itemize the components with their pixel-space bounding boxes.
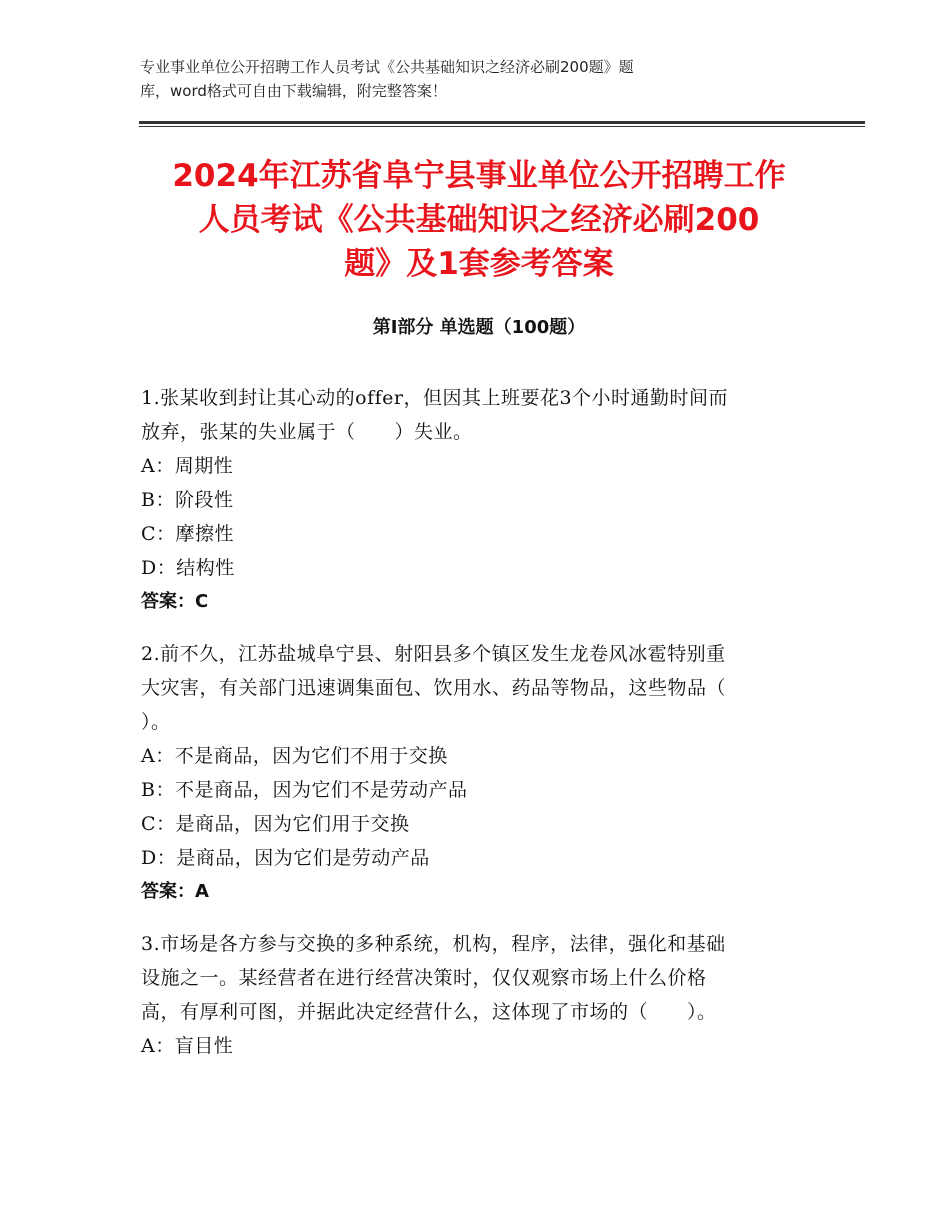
question-stem: 放弃，张某的失业属于（ ）失业。 (141, 421, 473, 443)
option-a: A：盲目性 (141, 1035, 234, 1057)
question-item (141, 637, 811, 909)
question-stem: ）。 (141, 711, 171, 733)
option-a: A：周期性 (141, 455, 234, 477)
header-divider-thin (139, 126, 865, 127)
option-c: C：摩擦性 (141, 523, 235, 545)
section-heading: 第Ⅰ部分 单选题（100题） (372, 317, 586, 338)
option-d: D：结构性 (141, 557, 235, 579)
question-stem: 1.张某收到封让其心动的offer，但因其上班要花3个小时通勤时间而 (141, 387, 729, 409)
answer-key: 答案：A (141, 881, 209, 902)
header-note-line: 专业事业单位公开招聘工作人员考试《公共基础知识之经济必刷200题》题 (140, 58, 634, 76)
question-stem: 大灾害，有关部门迅速调集面包、饮用水、药品等物品，这些物品（ (141, 677, 727, 699)
title-line: 2024年江苏省阜宁县事业单位公开招聘工作 (172, 158, 786, 194)
question-item (141, 927, 811, 1063)
title-line: 人员考试《公共基础知识之经济必刷200 (198, 202, 760, 238)
option-d: D：是商品，因为它们是劳动产品 (141, 847, 430, 869)
question-stem: 设施之一。某经营者在进行经营决策时，仅仅观察市场上什么价格 (141, 967, 707, 989)
document-title (139, 154, 819, 286)
option-a: A：不是商品，因为它们不用于交换 (141, 745, 448, 767)
option-c: C：是商品，因为它们用于交换 (141, 813, 410, 835)
question-stem: 3.市场是各方参与交换的多种系统，机构，程序，法律，强化和基础 (141, 933, 726, 955)
header-note (140, 55, 780, 103)
answer-key: 答案：C (141, 591, 209, 612)
question-list (141, 381, 811, 1081)
title-line: 题》及1套参考答案 (344, 246, 614, 282)
option-b: B：不是商品，因为它们不是劳动产品 (141, 779, 468, 801)
question-stem: 高，有厚利可图，并据此决定经营什么，这体现了市场的（ ）。 (141, 1001, 717, 1023)
option-b: B：阶段性 (141, 489, 234, 511)
question-item (141, 381, 811, 619)
header-divider (139, 121, 865, 124)
question-stem: 2.前不久，江苏盐城阜宁县、射阳县多个镇区发生龙卷风冰雹特别重 (141, 643, 726, 665)
header-note-line: 库，word格式可自由下载编辑，附完整答案！ (140, 82, 447, 100)
